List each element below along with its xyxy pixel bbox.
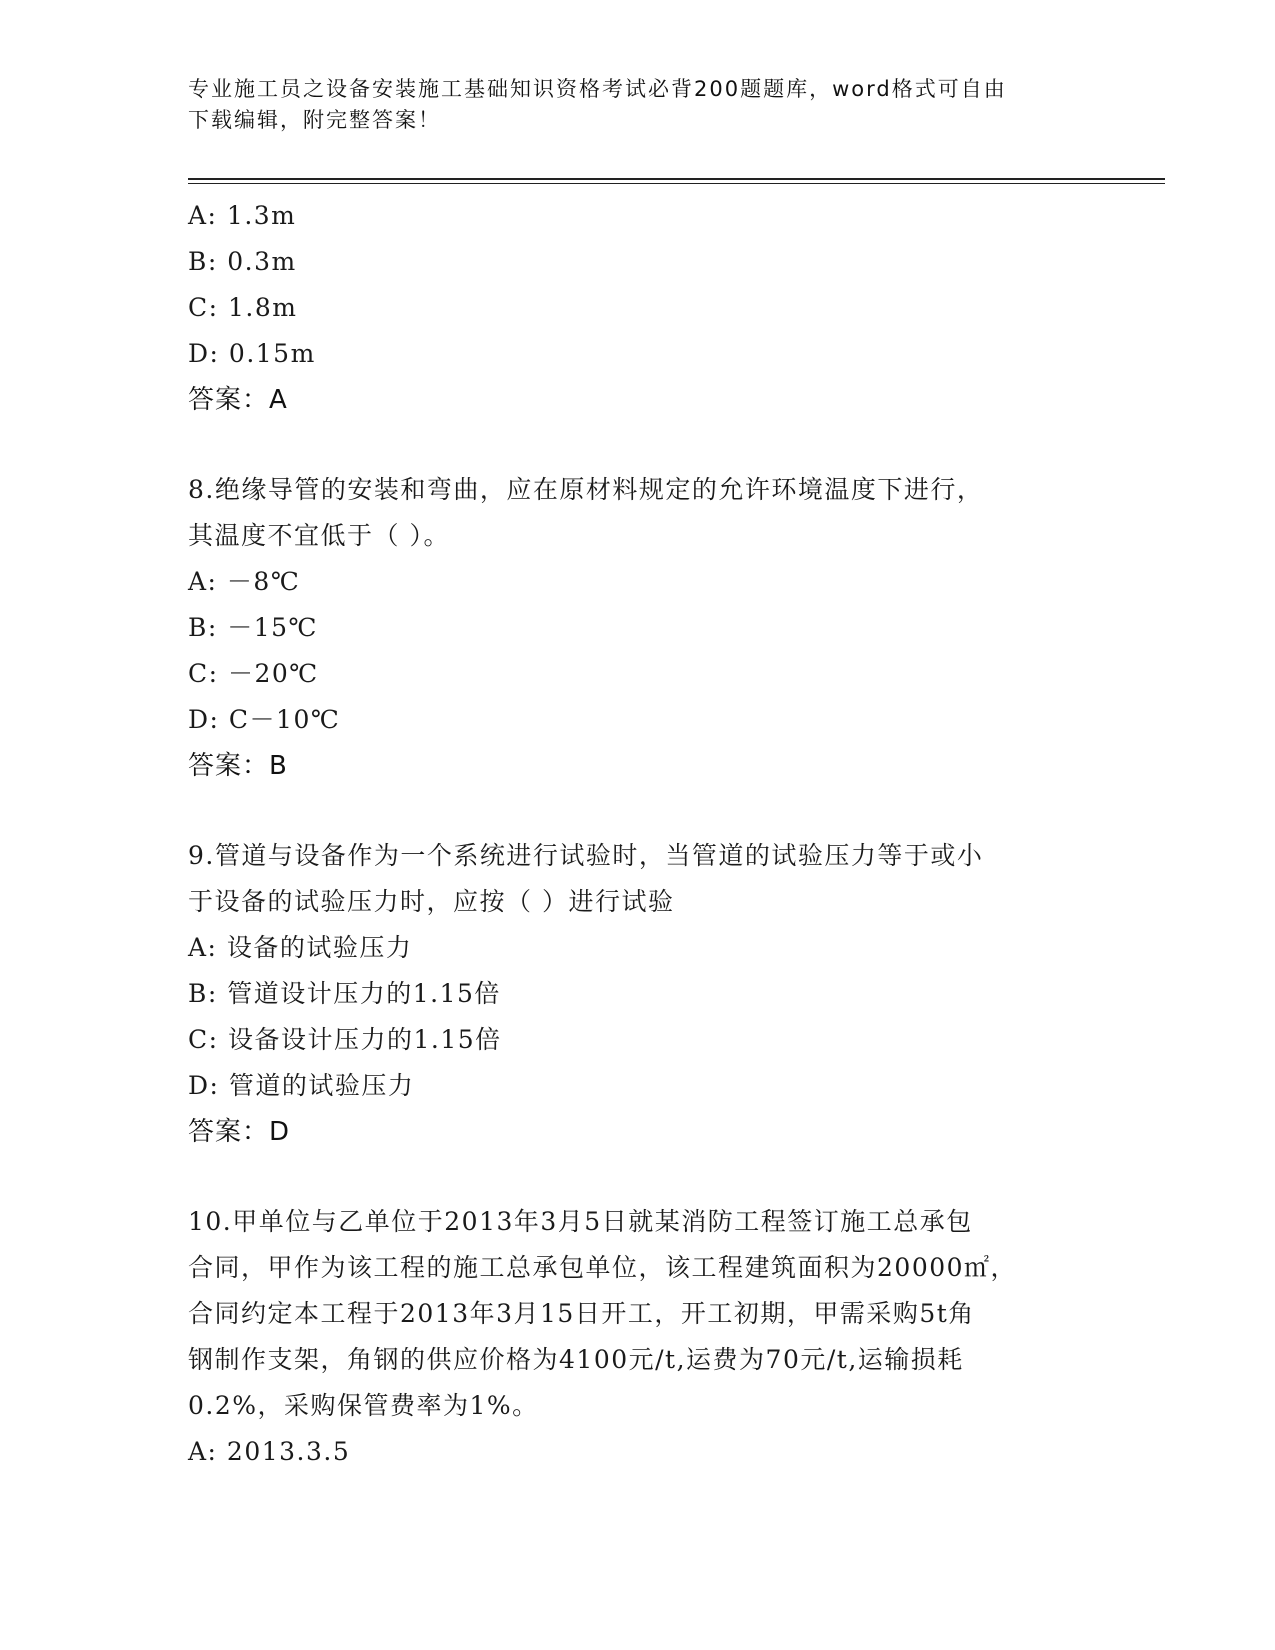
header-line-1: 专业施工员之设备安装施工基础知识资格考试必背200题题库，word格式可自由	[188, 77, 1007, 101]
option-d: D: 0.15m	[188, 339, 316, 368]
question-stem-line: 合同，甲作为该工程的施工总承包单位，该工程建筑面积为20000㎡，	[188, 1253, 1018, 1282]
question-stem-line: 合同约定本工程于2013年3月15日开工，开工初期，甲需采购5t角	[188, 1299, 975, 1328]
question-stem-line: 其温度不宜低于（ ）。	[188, 521, 450, 550]
question-stem-line: 10.甲单位与乙单位于2013年3月5日就某消防工程签订施工总承包	[188, 1207, 973, 1236]
spacer	[188, 423, 1088, 467]
option-c: C: 1.8m	[188, 293, 298, 322]
option-a: A: －8℃	[188, 567, 301, 596]
question-9	[188, 833, 1088, 1155]
answer-line: 答案：D	[188, 1117, 291, 1147]
option-a: A: 设备的试验压力	[188, 933, 413, 962]
answer-line: 答案：A	[188, 385, 288, 415]
question-stem-line: 9.管道与设备作为一个系统进行试验时，当管道的试验压力等于或小	[188, 841, 984, 870]
question-stem-line: 8.绝缘导管的安装和弯曲，应在原材料规定的允许环境温度下进行，	[188, 475, 984, 504]
option-d: D: 管道的试验压力	[188, 1071, 415, 1100]
option-a: A: 2013.3.5	[188, 1437, 351, 1466]
question-stem-line: 钢制作支架，角钢的供应价格为4100元/t,运费为70元/t,运输损耗	[188, 1345, 964, 1374]
option-d: D: C－10℃	[188, 705, 341, 734]
spacer	[188, 1155, 1088, 1199]
question-7	[188, 193, 1088, 423]
question-stem-line: 0.2%，采购保管费率为1%。	[188, 1391, 539, 1420]
option-b: B: 0.3m	[188, 247, 297, 276]
option-c: C: －20℃	[188, 659, 319, 688]
question-8	[188, 467, 1088, 789]
header-divider-thin	[188, 183, 1165, 184]
document-header	[188, 74, 1068, 136]
option-b: B: －15℃	[188, 613, 319, 642]
spacer	[188, 789, 1088, 833]
question-10	[188, 1199, 1088, 1475]
header-divider-thick	[188, 178, 1165, 180]
option-b: B: 管道设计压力的1.15倍	[188, 979, 501, 1008]
answer-line: 答案：B	[188, 751, 288, 781]
option-c: C: 设备设计压力的1.15倍	[188, 1025, 502, 1054]
option-a: A: 1.3m	[188, 201, 297, 230]
question-list	[188, 193, 1088, 1475]
header-line-2: 下载编辑，附完整答案！	[188, 108, 441, 132]
question-stem-line: 于设备的试验压力时，应按（ ）进行试验	[188, 887, 675, 916]
